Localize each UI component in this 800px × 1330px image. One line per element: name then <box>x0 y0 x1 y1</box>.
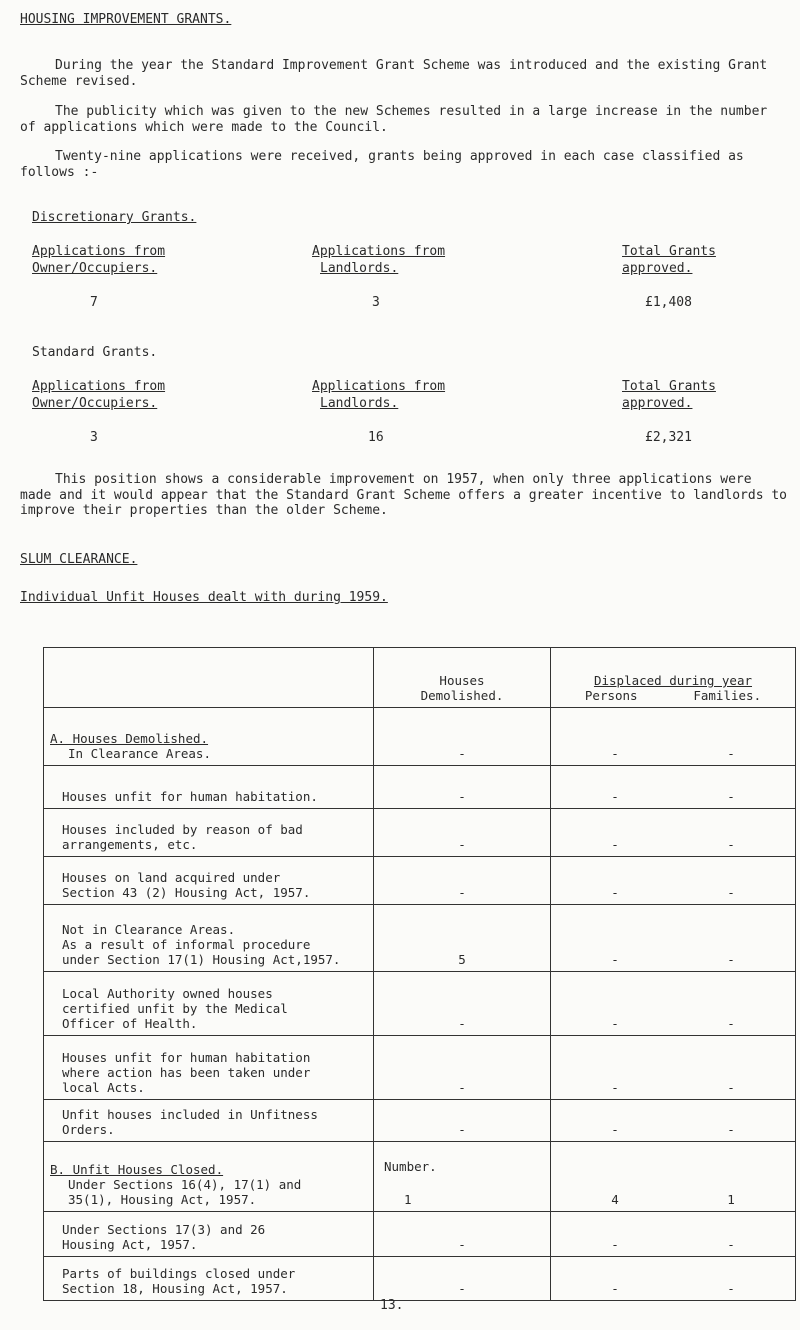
std-owner-count: 3 <box>90 430 98 445</box>
cell-families: 1 <box>727 1192 735 1207</box>
row-label: Housing Act, 1957. <box>62 1237 198 1252</box>
cell-persons: - <box>611 1080 619 1095</box>
cell-persons: - <box>611 1122 619 1137</box>
row-label: Local Authority owned houses <box>62 986 273 1001</box>
std-col1-line1: Applications from <box>32 379 166 394</box>
row-label: As a result of informal procedure <box>62 937 311 952</box>
row-label: Houses unfit for human habitation. <box>62 789 318 804</box>
cell-persons: - <box>611 885 619 900</box>
cell-families: - <box>727 1237 735 1252</box>
cell-number-label: Number. <box>384 1159 437 1174</box>
std-landlord-count: 16 <box>368 430 384 445</box>
page-number: 13. <box>380 1298 404 1313</box>
row-label: Houses included by reason of bad <box>62 822 303 837</box>
table-row <box>44 1100 796 1142</box>
std-col2-line1: Applications from <box>312 379 446 394</box>
cell-demolished: - <box>374 766 551 809</box>
cell-demolished: - <box>374 972 551 1036</box>
row-label: certified unfit by the Medical <box>62 1001 288 1016</box>
row-label: 35(1), Housing Act, 1957. <box>68 1192 257 1207</box>
row-label: Orders. <box>62 1122 115 1137</box>
header-demolished <box>374 648 551 708</box>
paragraph-position: This position shows a considerable improvement on 1957, when only three applications were made and it would appear that the Standard Grant Scheme offers a greater incentive to landlords to improve their properties than the older Scheme. <box>20 472 788 519</box>
cell-persons: - <box>611 789 619 804</box>
cell-demolished: - <box>374 809 551 857</box>
unfit-houses-table <box>43 647 796 1301</box>
disc-col2-line2: Landlords. <box>320 261 399 276</box>
table-row <box>44 766 796 809</box>
cell-families: - <box>727 1281 735 1296</box>
row-label: A. Houses Demolished. <box>50 731 209 746</box>
row-label: Under Sections 16(4), 17(1) and <box>68 1177 302 1192</box>
row-label: B. Unfit Houses Closed. <box>50 1162 224 1177</box>
paragraph-intro: During the year the Standard Improvement Grant Scheme was introduced and the existing Grant Scheme revised. <box>20 58 768 89</box>
cell-families: - <box>727 952 735 967</box>
row-label: Not in Clearance Areas. <box>62 922 236 937</box>
paragraph-applications: Twenty-nine applications were received, grants being approved in each case classified as follows :- <box>20 149 744 180</box>
row-label: Section 18, Housing Act, 1957. <box>62 1281 288 1296</box>
table-header-row <box>44 648 796 708</box>
table-row <box>44 1257 796 1301</box>
row-label: Officer of Health. <box>62 1016 198 1031</box>
row-label: Under Sections 17(3) and 26 <box>62 1222 266 1237</box>
row-label: under Section 17(1) Housing Act,1957. <box>62 952 341 967</box>
cell-persons: - <box>611 1281 619 1296</box>
cell-demolished: 1 <box>404 1192 412 1207</box>
cell-families: - <box>727 1016 735 1031</box>
cell-persons: - <box>611 1237 619 1252</box>
row-label: Section 43 (2) Housing Act, 1957. <box>62 885 311 900</box>
row-label: arrangements, etc. <box>62 837 198 852</box>
header-persons: Persons <box>584 688 638 703</box>
header-demolished-line1: Houses <box>439 673 485 688</box>
table-row <box>44 708 796 766</box>
cell-families: - <box>727 789 735 804</box>
disc-col3-line1: Total Grants <box>622 244 716 259</box>
disc-landlord-count: 3 <box>372 295 380 310</box>
std-col2-line2: Landlords. <box>320 396 399 411</box>
header-demolished-line2: Demolished. <box>420 688 504 703</box>
header-families: Families. <box>693 688 762 703</box>
disc-col1-line1: Applications from <box>32 244 166 259</box>
row-label: Parts of buildings closed under <box>62 1266 296 1281</box>
row-label: local Acts. <box>62 1080 145 1095</box>
standard-title: Standard Grants. <box>32 345 158 360</box>
discretionary-title: Discretionary Grants. <box>32 210 197 225</box>
page-heading: HOUSING IMPROVEMENT GRANTS. <box>20 12 232 27</box>
cell-demolished: - <box>374 1036 551 1100</box>
paragraph-publicity: The publicity which was given to the new Schemes resulted in a large increase in the number of applications which were made to the Council. <box>20 104 768 135</box>
table-row <box>44 857 796 905</box>
cell-demolished: - <box>374 1257 551 1301</box>
cell-demolished: - <box>374 1212 551 1257</box>
cell-families: - <box>727 1080 735 1095</box>
cell-demolished: - <box>374 1100 551 1142</box>
header-displaced <box>551 648 796 708</box>
table-row <box>44 972 796 1036</box>
std-total-approved: £2,321 <box>645 430 692 445</box>
disc-owner-count: 7 <box>90 295 98 310</box>
row-label: Houses on land acquired under <box>62 870 281 885</box>
cell-families: - <box>727 1122 735 1137</box>
table-row <box>44 1142 796 1212</box>
std-col1-line2: Owner/Occupiers. <box>32 396 158 411</box>
table-row <box>44 1036 796 1100</box>
std-col3-line1: Total Grants <box>622 379 716 394</box>
cell-persons: 4 <box>611 1192 619 1207</box>
std-col3-line2: approved. <box>622 396 693 411</box>
slum-clearance-heading: SLUM CLEARANCE. <box>20 552 138 567</box>
cell-demolished: - <box>374 708 551 766</box>
cell-families: - <box>727 885 735 900</box>
disc-col3-line2: approved. <box>622 261 693 276</box>
cell-demolished: - <box>374 857 551 905</box>
row-label: Houses unfit for human habitation <box>62 1050 311 1065</box>
table-row <box>44 809 796 857</box>
row-label: Unfit houses included in Unfitness <box>62 1107 318 1122</box>
cell-persons: - <box>611 837 619 852</box>
cell-persons: - <box>611 952 619 967</box>
header-displaced-title: Displaced during year <box>593 673 753 688</box>
row-label: where action has been taken under <box>62 1065 311 1080</box>
header-blank-cell <box>44 648 374 708</box>
disc-col1-line2: Owner/Occupiers. <box>32 261 158 276</box>
table-row <box>44 1212 796 1257</box>
row-label: In Clearance Areas. <box>68 746 211 761</box>
table-row <box>44 905 796 972</box>
unfit-houses-subheading: Individual Unfit Houses dealt with during 1959. <box>20 590 388 605</box>
cell-families: - <box>727 746 735 761</box>
cell-persons: - <box>611 746 619 761</box>
cell-families: - <box>727 837 735 852</box>
cell-demolished: 5 <box>374 905 551 972</box>
disc-total-approved: £1,408 <box>645 295 692 310</box>
disc-col2-line1: Applications from <box>312 244 446 259</box>
cell-persons: - <box>611 1016 619 1031</box>
